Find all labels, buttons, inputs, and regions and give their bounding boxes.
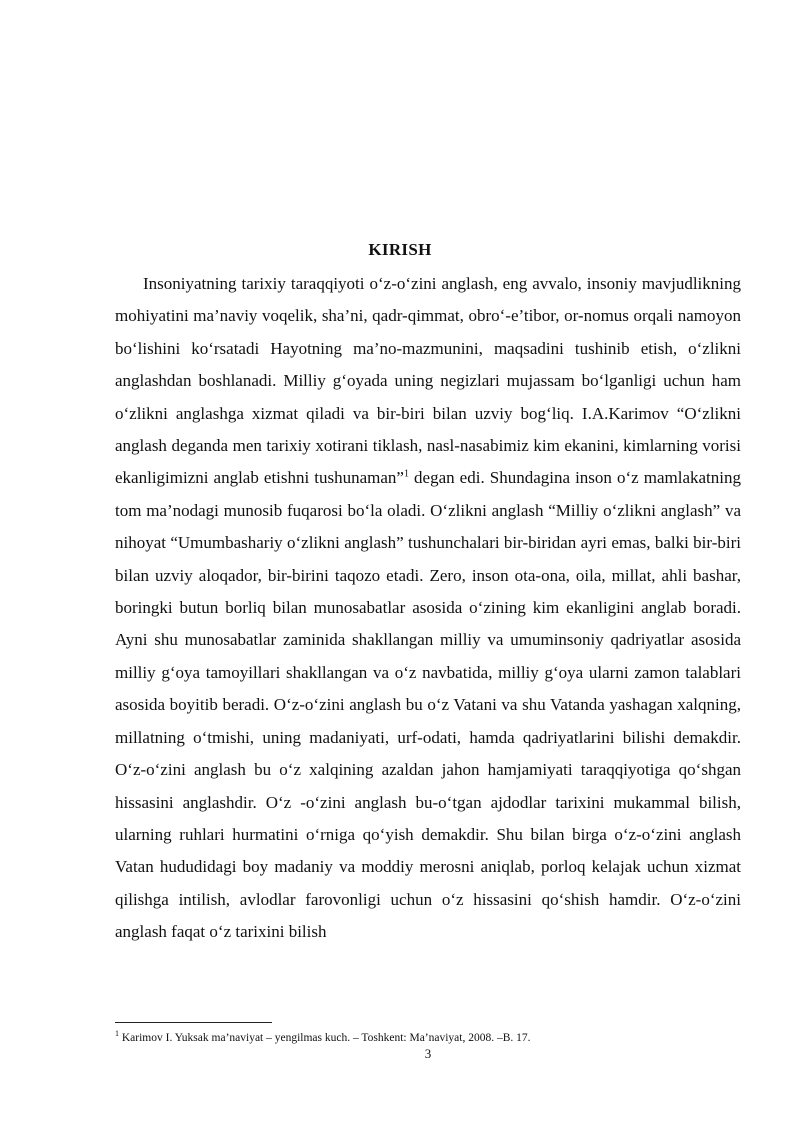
section-heading: KIRISH [368, 240, 432, 259]
footnote-text: Karimov I. Yuksak ma’naviyat – yengilmas kuch. – Toshkent: Ma’naviyat, 2008. –B. 17. [119, 1032, 531, 1044]
footnote [115, 1031, 741, 1045]
paragraph-text-part-2: degan edi. Shundagina inson o‘z mamlakatning tom ma’nodagi munosib fuqarosi bo‘la oladi. O‘zlikni anglash “Milliy o‘zlikni anglash” va nihoyat “Umumbashariy o‘zlikni anglash” tushunchalari bir-biridan ayri emas, balki bir-biri bilan uzviy aloqador, bir-birini taqozo etadi. Zero, inson ota-ona, oila, millat, ahli bashar, boringki butun borliq bilan munosabatlar asosida o‘zining kim ekanligini anglab boradi. Ayni shu munosabatlar zaminida shakllangan milliy va umuminsoniy qadriyatlar asosida milliy g‘oya tamoyillari shakllangan va o‘z navbatida, milliy g‘oya ularni zamon talablari asosida boyitib beradi. O‘z-o‘zini anglash bu o‘z Vatani va shu Vatanda yashagan xalqning, millatning o‘tmishi, uning madaniyati, urf-odati, hamda qadriyatlarini bilishi demakdir. O‘z-o‘zini anglash bu o‘z xalqining azaldan jahon hamjamiyati taraqqiyotiga qo‘shgan hissasini anglashdir. O‘z -o‘zini anglash bu-o‘tgan ajdodlar tarixini mukammal bilish, ularning ruhlari hurmatini o‘rniga qo‘yish demakdir. Shu bilan birga o‘z-o‘zini anglash Vatan hududidagi boy madaniy va moddiy merosni aniqlab, porloq kelajak uchun xizmat qilishga intilish, avlodlar farovonligi uchun o‘z hissasini qo‘shish hamdir. O‘z-o‘zini anglash faqat o‘z tarixini bilish [115, 468, 741, 942]
body-paragraph [115, 268, 741, 949]
footnote-mark: 1 [115, 1029, 119, 1039]
footnote-reference[interactable]: 1 [403, 468, 409, 480]
footnote-separator [115, 1022, 272, 1023]
paragraph-text-part-1: Insoniyatning tarixiy taraqqiyoti o‘z-o‘zini anglash, eng avvalo, insoniy mavjudlikning mohiyatini ma’naviy voqelik, sha’ni, qadr-qimmat, obro‘-e’tibor, or-nomus orqali namoyon bo‘lishini ko‘rsatadi Hayotning ma’no-mazmunini, maqsadini tushinib etish, o‘zlikni anglashdan boshlanadi. Milliy g‘oyada uning negizlari mujassam bo‘lganligi uchun ham o‘zlikni anglashga xizmat qiladi va bir-biri bilan uzviy bog‘liq. I.A.Karimov “O‘zlikni anglash deganda men tarixiy xotirani tiklash, nasl-nasabimiz kim ekanini, kimlarning vorisi ekanligimizni anglab etishni tushunaman” [115, 274, 741, 488]
page-number: 3 [424, 1046, 432, 1061]
